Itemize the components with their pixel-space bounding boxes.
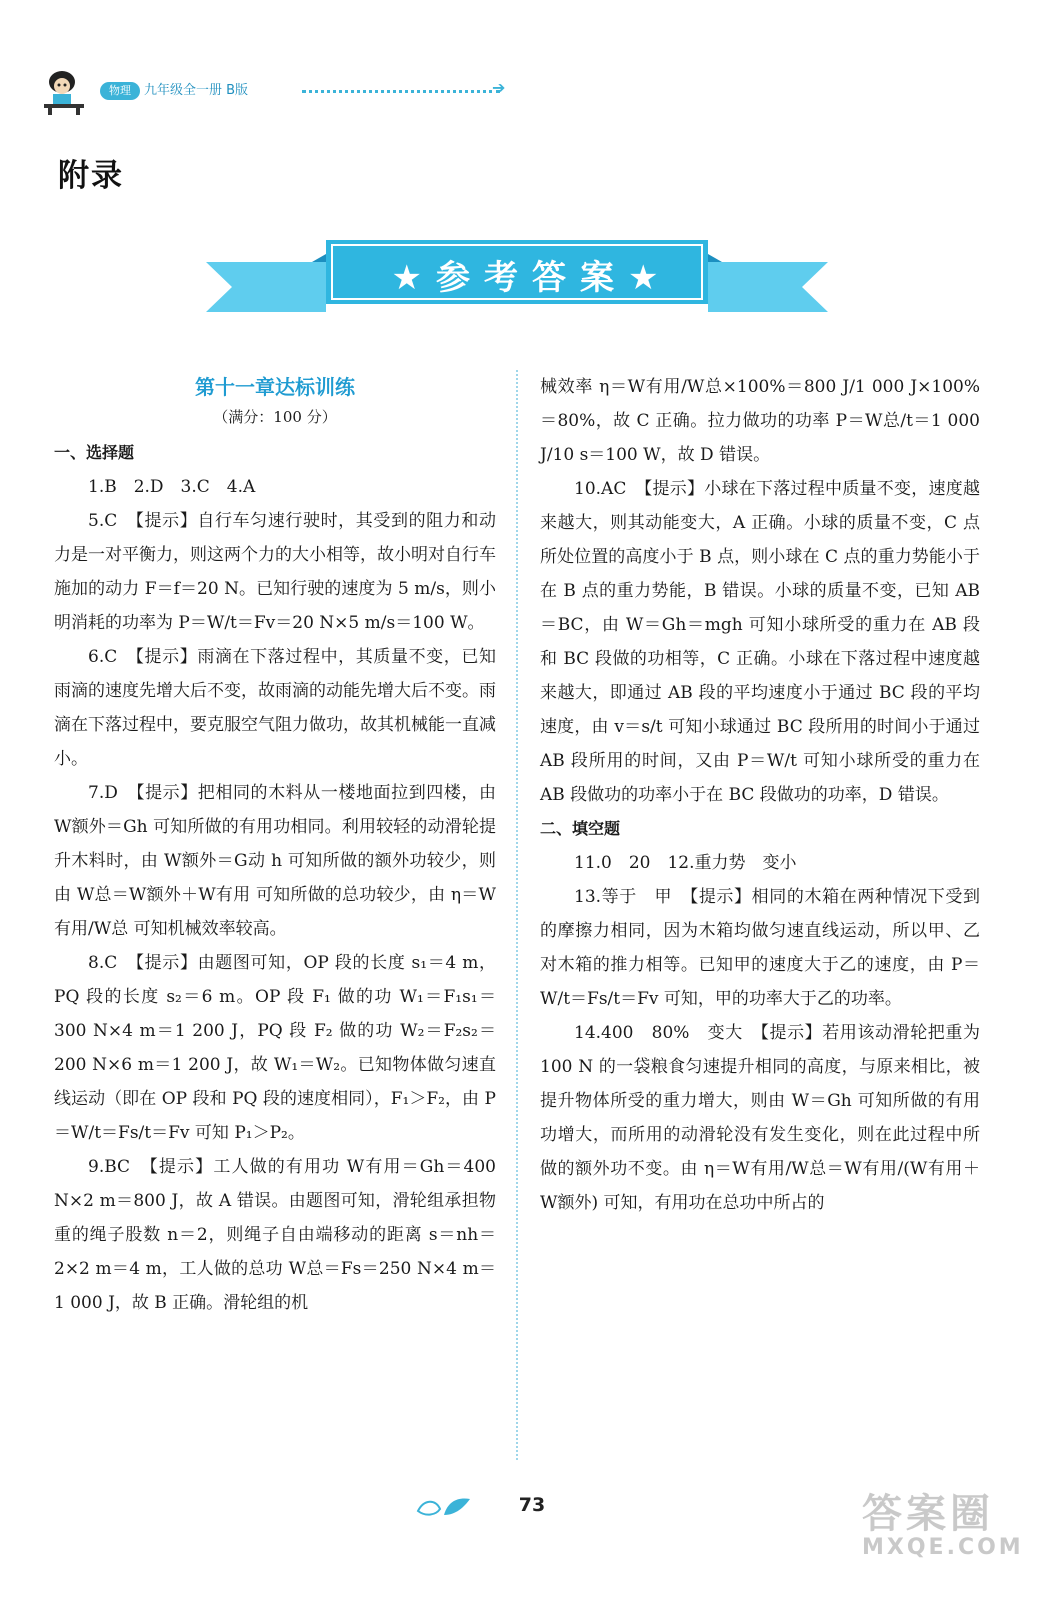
answer-paragraph: 1.B 2.D 3.C 4.A <box>88 477 256 497</box>
answer-paragraph: 13.等于 甲 【提示】相同的木箱在两种情况下受到的摩擦力相同，因为木箱均做匀速直线运动，所以甲、乙对木箱的推力相等。已知甲的速度大于乙的速度，由 P＝W/t＝Fs/t＝Fv 可知，甲的功率大于乙的功率。 <box>540 887 980 1009</box>
arrow-icon: ➔ <box>492 78 506 97</box>
left-column <box>54 370 496 1320</box>
answer-paragraph: 5.C 【提示】自行车匀速行驶时，其受到的阻力和动力是一对平衡力，则这两个力的大小相等，故小明对自行车施加的动力 F＝f＝20 N。已知行驶的速度为 5 m/s，则小明消耗的功率为 P＝W/t＝Fv＝20 N×5 m/s＝100 W。 <box>54 511 496 633</box>
answer-paragraph: 9.BC 【提示】工人做的有用功 W有用＝Gh＝400 N×2 m＝800 J，故 A 错误。由题图可知，滑轮组承担物重的绳子股数 n＝2，则绳子自由端移动的距离 s＝nh＝2×2 m＝4 m，工人做的总功 W总＝Fs＝250 N×4 m＝1 000 J，故 B 正确。滑轮组的机 <box>54 1157 496 1313</box>
section-heading: 一、选择题 <box>54 443 135 462</box>
section-heading: 二、填空题 <box>540 819 621 838</box>
subject-badge: 物理 <box>100 82 140 100</box>
page-header <box>40 68 506 118</box>
dotted-rule <box>302 90 500 97</box>
answer-paragraph: 8.C 【提示】由题图可知，OP 段的长度 s₁＝4 m，PQ 段的长度 s₂＝6 m。OP 段 F₁ 做的功 W₁＝F₁s₁＝300 N×4 m＝1 200 J，PQ 段 F₂ 做的功 W₂＝F₂s₂＝200 N×6 m＝1 200 J，故 W₁＝W₂。已知物体做匀速直线运动（即在 OP 段和 PQ 段的速度相同），F₁＞F₂，由 P＝W/t＝Fs/t＝Fv 可知 P₁＞P₂。 <box>54 953 496 1143</box>
mascot-icon <box>40 68 96 116</box>
watermark <box>862 1482 1042 1582</box>
banner-title: ★参考答案★ <box>391 258 673 298</box>
answer-paragraph: 11.0 20 12.重力势 变小 <box>574 853 797 873</box>
answer-paragraph: 14.400 80% 变大 【提示】若用该动滑轮把重为 100 N 的一袋粮食匀速提升相同的高度，与原来相比，被提升物体所受的重力增大，则由 W＝Gh 可知所做的有用功增大，而所用的动滑轮没有发生变化，则在此过程中所做的额外功不变。由 η＝W有用/W总＝W有用/(W有用＋W额外) 可知，有用功在总功中所占的 <box>540 1023 980 1213</box>
score-note: （满分：100 分） <box>213 408 337 426</box>
chapter-title: 第十一章达标训练 <box>195 375 355 399</box>
answer-paragraph: 10.AC 【提示】小球在下落过程中质量不变，速度越来越大，则其动能变大，A 正确。小球的质量不变，C 点所处位置的高度小于 B 点，则小球在 C 点的重力势能小于在 B 点的重力势能，B 错误。小球的质量不变，已知 AB＝BC，由 W＝Gh＝mgh 可知小球所受的重力在 AB 段和 BC 段做的功相等，C 正确。小球在下落过程中速度越来越大，即通过 AB 段的平均速度小于通过 BC 段的平均速度，由 v＝s/t 可知小球通过 BC 段所用的时间小于通过 AB 段所用的时间，又由 P＝W/t 可知小球所受的重力在 AB 段做功的功率小于在 BC 段做功的功率，D 错误。 <box>540 479 980 805</box>
answer-paragraph: 械效率 η＝W有用/W总×100%＝800 J/1 000 J×100%＝80%，故 C 正确。拉力做功的功率 P＝W总/t＝1 000 J/10 s＝100 W，故 D 错误。 <box>540 377 980 465</box>
page-number: 73 <box>518 1494 546 1516</box>
watermark-text: 答案圈 <box>862 1491 994 1537</box>
column-divider <box>516 370 518 1460</box>
appendix-title: 附录 <box>58 158 124 194</box>
series-title: 九年级全一册 B版 <box>144 83 249 98</box>
answer-paragraph: 7.D 【提示】把相同的木料从一楼地面拉到四楼，由 W额外＝Gh 可知所做的有用功相同。利用较轻的动滑轮提升木料时，由 W额外＝G动 h 可知所做的额外功较少，则由 W总＝W额外＋W有用 可知所做的总功较少，由 η＝W有用/W总 可知机械效率较高。 <box>54 783 496 939</box>
right-column <box>540 370 980 1220</box>
answer-paragraph: 6.C 【提示】雨滴在下落过程中，其质量不变，已知雨滴的速度先增大后不变，故雨滴的动能先增大后不变。雨滴在下落过程中，要克服空气阻力做功，故其机械能一直减小。 <box>54 647 496 769</box>
watermark-url: MXQE.COM <box>862 1535 1024 1560</box>
